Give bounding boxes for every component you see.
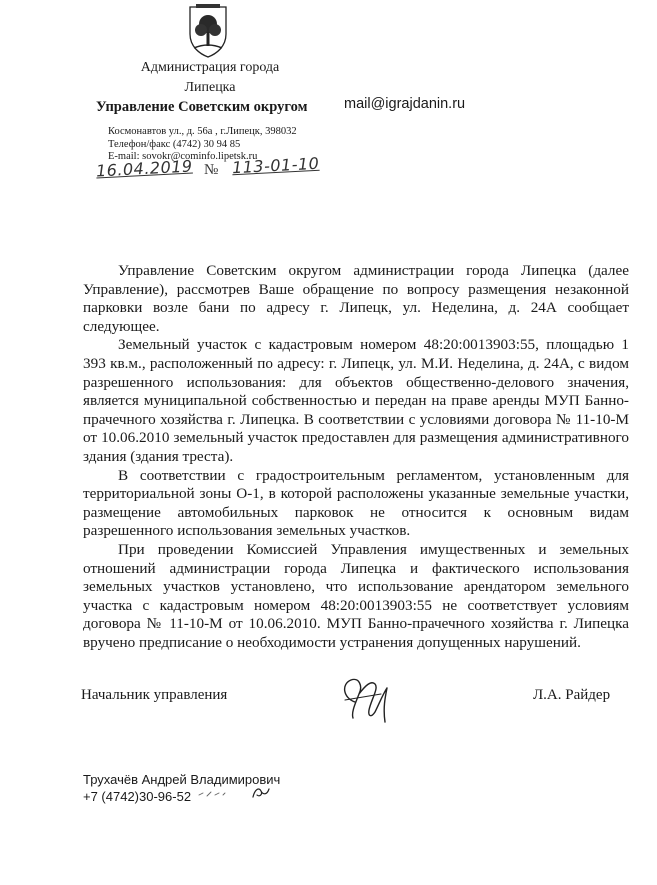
paragraph-inspection: При проведении Комиссией Управления имущественных и земельных отношений администрации города Липецка и фактического использования земельных участков установлено, что использование арендатором земельного участка с кадастровым номером 48:20:0013903:55 не соответствует условиям договора № 11-10-М от 10.06.2010. МУП Банно-прачечного хозяйства г. Липецка вручено предписание о необходимости устранения допущенных нарушений. — [83, 540, 629, 651]
org-name-line2: Липецка — [184, 80, 236, 95]
paragraph-land-plot: Земельный участок с кадастровым номером 48:20:0013903:55, площадью 1 393 кв.м., расположенный по адресу: г. Липецк, ул. М.И. Неделина, д. 24А, с видом разрешенного использования: для объектов общественно-делового значения, является муниципальной собственностью и передан на праве аренды МУП Банно-прачечного хозяйства г. Липецка. В соответствии с условиями договора № 11-10-М от 10.06.2010 земельный участок предоставлен для размещения административного здания (здания треста). — [83, 336, 629, 465]
signatory-name: Л.А. Райдер — [533, 687, 611, 703]
registration-number-sign: № — [204, 162, 219, 178]
postal-address: Космонавтов ул., д. 56а , г.Липецк, 398032 — [108, 126, 297, 137]
performer-initials-scrawl — [195, 783, 275, 801]
recipient-email: mail@igrajdanin.ru — [344, 96, 466, 112]
city-coat-of-arms — [186, 4, 230, 58]
performer-phone: +7 (4742)30-96-52 — [83, 789, 192, 804]
paragraph-zoning: В соответствии с градостроительным регламентом, установленным для территориальной зоны О-1, в которой расположены указанные земельные участки, размещение автомобильных парковок не относится к основным видам разрешенного использования земельных участков. — [83, 466, 629, 540]
org-name-line1: Администрация города — [140, 60, 280, 75]
handwritten-signature — [335, 672, 401, 724]
registration-date: 16.04.2019 — [95, 156, 194, 181]
letter-body — [83, 262, 629, 652]
performer-name: Трухачёв Андрей Владимирович — [83, 772, 281, 787]
phone-fax: Телефон/факс (4742) 30 94 85 — [108, 138, 241, 150]
contact-email: E-mail: sovokr@cominfo.lipetsk.ru — [108, 151, 258, 163]
signatory-title: Начальник управления — [81, 687, 228, 703]
registration-number: 113-01-10 — [231, 153, 320, 178]
paragraph-intro: Управление Советским округом администрации города Липецка (далее Управление), рассмотрев Ваше обращение по вопросу размещения незаконной парковки возле бани по адресу г. Липецк, ул. Неделина, д. 24А сообщает следующее. — [83, 262, 629, 335]
department-name: Управление Советским округом — [96, 99, 308, 115]
